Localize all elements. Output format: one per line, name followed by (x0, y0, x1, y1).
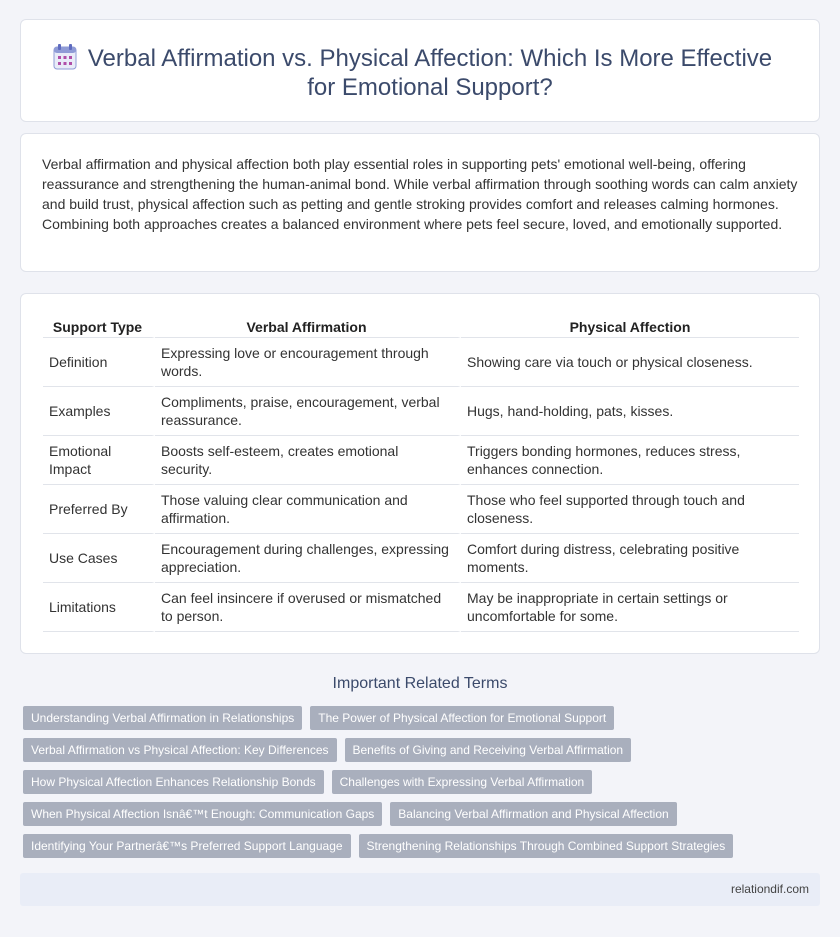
related-terms-heading: Important Related Terms (332, 675, 508, 692)
related-term-tag[interactable]: Strengthening Relationships Through Combined Support Strategies (359, 834, 734, 858)
related-term-tag[interactable]: When Physical Affection Isnâ€™t Enough: Communication Gaps (23, 802, 382, 826)
header-card (20, 19, 820, 122)
table-row (43, 436, 799, 485)
intro-paragraph: Verbal affirmation and physical affection both play essential roles in supporting pets' emotional well-being, offering reassurance and strengthening the human-animal bond. While verbal affirmation through soothing words can calm anxiety and build trust, physical affection such as petting and gentle stroking provides comfort and releases calming hormones. Combining both approaches creates a balanced environment where pets feel secure, loved, and emotionally supported. (42, 156, 798, 232)
verbal-cell: Expressing love or encouragement through words. (155, 338, 461, 387)
related-term-tag[interactable]: How Physical Affection Enhances Relationship Bonds (23, 770, 324, 794)
related-term-tag[interactable]: The Power of Physical Affection for Emotional Support (310, 706, 614, 730)
related-term-tag[interactable]: Balancing Verbal Affirmation and Physical Affection (390, 802, 676, 826)
row-label: Preferred By (43, 485, 155, 534)
row-label: Definition (43, 338, 155, 387)
table-row (43, 387, 799, 436)
table-header-row (43, 316, 799, 338)
intro-card (20, 133, 820, 272)
table-row (43, 485, 799, 534)
verbal-cell: Encouragement during challenges, expressing appreciation. (155, 534, 461, 583)
comparison-table-card (20, 293, 820, 654)
comparison-table (43, 316, 799, 632)
header-verbal-affirmation: Verbal Affirmation (155, 316, 461, 338)
row-label: Emotional Impact (43, 436, 155, 485)
physical-cell: Showing care via touch or physical closeness. (461, 338, 799, 387)
verbal-cell: Those valuing clear communication and affirmation. (155, 485, 461, 534)
table-row (43, 338, 799, 387)
verbal-cell: Can feel insincere if overused or mismatched to person. (155, 583, 461, 632)
verbal-cell: Compliments, praise, encouragement, verbal reassurance. (155, 387, 461, 436)
row-label: Use Cases (43, 534, 155, 583)
footer (20, 873, 820, 906)
header-physical-affection: Physical Affection (461, 316, 799, 338)
table-row (43, 534, 799, 583)
tag-row (23, 802, 803, 826)
row-label: Limitations (43, 583, 155, 632)
tag-row (23, 770, 803, 794)
related-term-tag[interactable]: Verbal Affirmation vs Physical Affection: Key Differences (23, 738, 337, 762)
physical-cell: Triggers bonding hormones, reduces stress, enhances connection. (461, 436, 799, 485)
tag-row (23, 834, 803, 858)
row-label: Examples (43, 387, 155, 436)
physical-cell: May be inappropriate in certain settings or uncomfortable for some. (461, 583, 799, 632)
physical-cell: Comfort during distress, celebrating positive moments. (461, 534, 799, 583)
verbal-cell: Boosts self-esteem, creates emotional security. (155, 436, 461, 485)
related-term-tag[interactable]: Understanding Verbal Affirmation in Relationships (23, 706, 302, 730)
related-term-tag[interactable]: Challenges with Expressing Verbal Affirmation (332, 770, 593, 794)
page-title: Verbal Affirmation vs. Physical Affection: Which Is More Effective for Emotional Support? (87, 45, 773, 101)
footer-site-link[interactable]: relationdif.com (730, 882, 809, 896)
tag-row (23, 738, 803, 762)
header-support-type: Support Type (43, 316, 155, 338)
related-term-tag[interactable]: Benefits of Giving and Receiving Verbal Affirmation (345, 738, 632, 762)
related-terms-list (23, 706, 803, 866)
table-row (43, 583, 799, 632)
physical-cell: Those who feel supported through touch and closeness. (461, 485, 799, 534)
physical-cell: Hugs, hand-holding, pats, kisses. (461, 387, 799, 436)
tag-row (23, 706, 803, 730)
related-term-tag[interactable]: Identifying Your Partnerâ€™s Preferred Support Language (23, 834, 351, 858)
